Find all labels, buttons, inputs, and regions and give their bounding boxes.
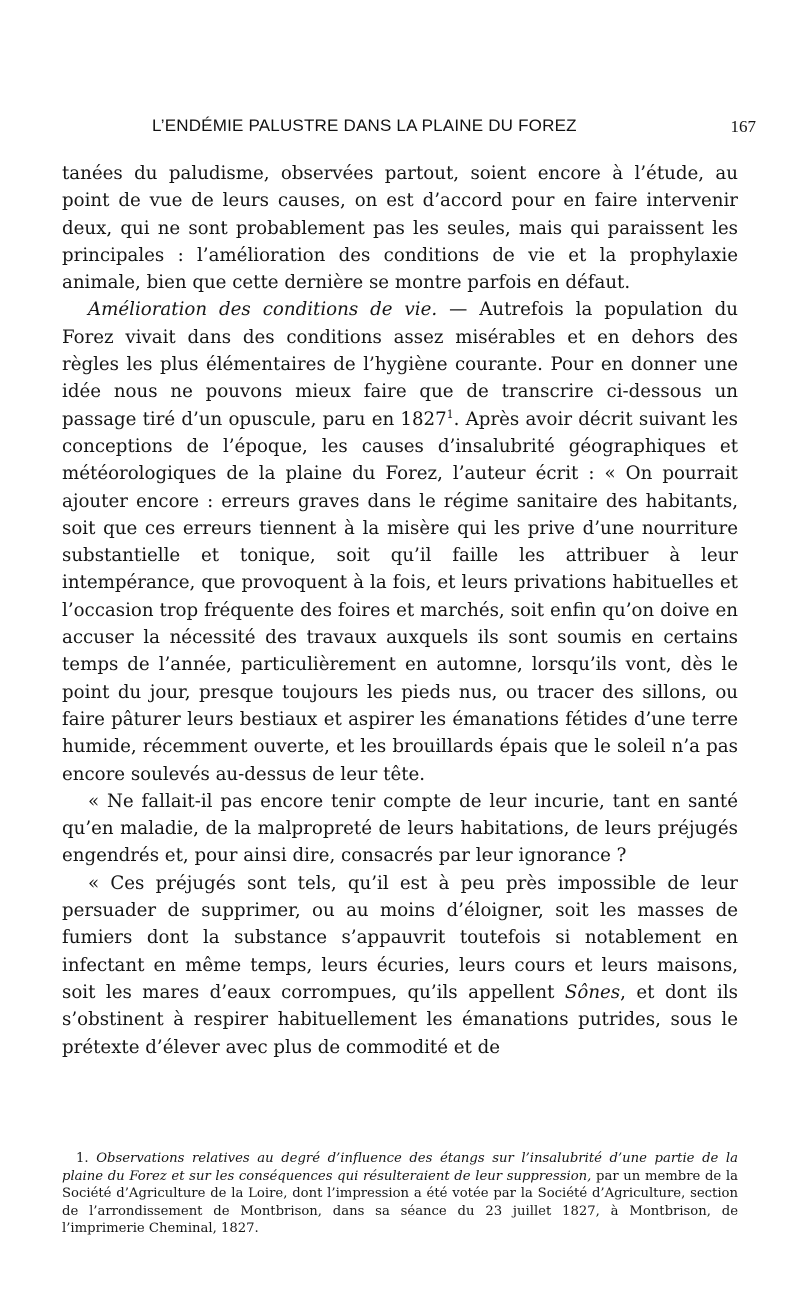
- paragraph-2: [62, 296, 738, 787]
- paragraph-1: tanées du paludisme, observées partout, soient encore à l’étude, au point de vue de leurs causes, on est d’accord pour en faire intervenir deux, qui ne sont probablement pas les seules, mais qui paraissent les principales : l’amélioration des conditions de vie et la prophylaxie animale, bien que cette dernière se montre parfois en défaut.: [62, 163, 738, 294]
- main-text: [62, 160, 738, 1061]
- paragraph-2-text-b: . Après avoir décrit suivant les conceptions de l’époque, les causes d’insalubrité géographiques et météorologiques de la plaine du Forez, l’auteur écrit : « On pourrait ajouter encore : erreurs graves dans le régime sanitaire des habitants, soit que ces erreurs tiennent à la misère qui les prive d’une nourriture substantielle et tonique, soit qu’il faille les attribuer à leur intempérance, que provoquent à la fois, et leurs privations habituelles et l’occasion trop fréquente des foires et marchés, soit enfin qu’on doive en accuser la nécessité des travaux auxquels ils sont soumis en certains temps de l’année, particulièrement en automne, lorsqu’ils vont, dès le point du jour, presque toujours les pieds nus, ou tracer des sillons, ou faire pâturer leurs bestiaux et aspirer les émanations fétides d’une terre humide, récemment ouverte, et les brouillards épais que le soleil n’a pas encore soulevés au-dessus de leur tête.: [62, 408, 738, 785]
- footnote-rest: par un membre de la Société d’Agriculture de la Loire, dont l’impression a été votée par la Société d’Agriculture, section de l’arrondissement de Montbrison, dans sa séance du 23 juillet 1827, à Montbrison, de l’imprimerie Cheminal, 1827.: [62, 1168, 738, 1237]
- paragraph-4: [62, 870, 738, 1061]
- paragraph-2-text-a: — Autrefois la population du Forez vivait dans des conditions assez misérables et en dehors des règles les plus élémentaires de l’hygiène courante. Pour en donner une idée nous ne pouvons mieux faire que de transcrire ci-dessous un passage tiré d’un opuscule, paru en 1827: [62, 299, 738, 430]
- footnote-reference: 1: [446, 407, 454, 421]
- running-head: [62, 116, 762, 140]
- footnote-title: Observations relatives au degré d’influence des étangs sur l’insalubrité d’une partie de la plaine du Forez et sur les conséquences qui résulteraient de leur suppression,: [62, 1151, 738, 1184]
- footnote: [62, 1150, 738, 1238]
- running-title: L’ENDÉMIE PALUSTRE DANS LA PLAINE DU FOREZ: [152, 116, 577, 135]
- paragraph-3: « Ne fallait-il pas encore tenir compte de leur incurie, tant en santé qu’en maladie, de la malpropreté de leurs habitations, de leurs préjugés engendrés et, pour ainsi dire, consacrés par leur ignorance ?: [62, 790, 738, 867]
- paragraph-4-text-a: « Ces préjugés sont tels, qu’il est à peu près impossible de leur persuader de supprimer, ou au moins d’éloigner, soit les masses de fumiers dont la substance s’appauvrit toutefois si notablement en infectant en même temps, leurs écuries, leurs cours et leurs maisons, soit les mares d’eaux corrompues, qu’ils appellent: [62, 872, 738, 1003]
- paragraph-4-text-b: , et dont ils s’obstinent à respirer habituellement les émanations putrides, sous le prétexte d’élever avec plus de commodité et de: [62, 981, 739, 1058]
- section-heading: Amélioration des conditions de vie.: [88, 299, 438, 321]
- footnote-text: [62, 1150, 738, 1238]
- italic-term: Sônes: [564, 981, 621, 1003]
- footnote-number: 1.: [76, 1151, 89, 1166]
- page-number: 167: [730, 117, 756, 136]
